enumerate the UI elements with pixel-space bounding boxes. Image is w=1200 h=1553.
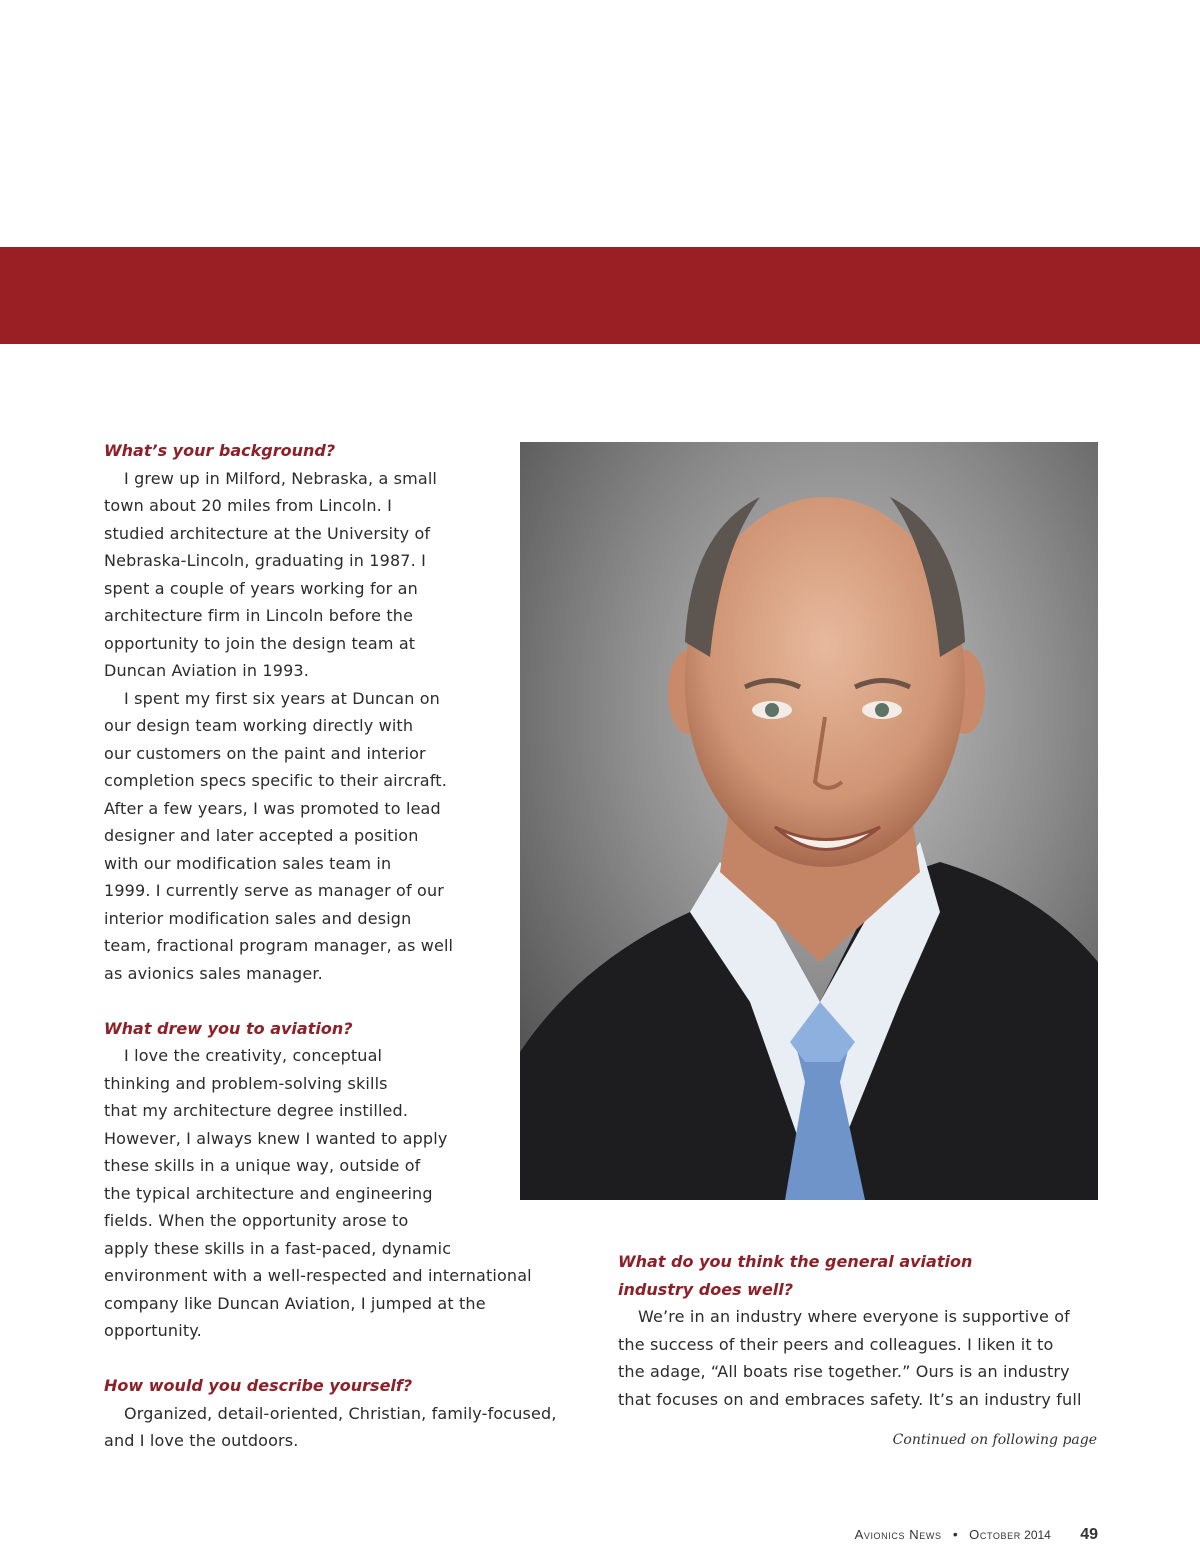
answer-background-p2 <box>104 685 574 988</box>
answer-industry <box>618 1303 1098 1413</box>
text-line: After a few years, I was promoted to lead <box>104 798 441 818</box>
text-line: However, I always knew I wanted to apply <box>104 1128 448 1148</box>
text-line: apply these skills in a fast-paced, dynamic <box>104 1238 452 1258</box>
header-color-band <box>0 247 1200 344</box>
left-column <box>104 437 574 1455</box>
portrait-photo <box>520 442 1098 1200</box>
text-line: environment with a well-respected and international <box>104 1266 532 1285</box>
portrait-illustration <box>520 442 1098 1200</box>
text-line: studied architecture at the University of <box>104 523 431 543</box>
issue-month: October <box>969 1527 1021 1542</box>
text-line: I spent my first six years at Duncan on <box>124 688 440 708</box>
publication-name: Avionics News <box>854 1527 942 1542</box>
text-line: with our modification sales team in <box>104 853 392 873</box>
text-line: the typical architecture and engineering <box>104 1183 433 1203</box>
text-line: designer and later accepted a position <box>104 826 419 845</box>
text-line: our customers on the paint and interior <box>104 743 426 763</box>
question-industry-line-1: What do you think the general aviation <box>618 1252 973 1271</box>
question-aviation: What drew you to aviation? <box>104 1018 353 1038</box>
text-line: team, fractional program manager, as well <box>104 936 454 955</box>
text-line: 1999. I currently serve as manager of our <box>104 881 444 900</box>
text-line: company like Duncan Aviation, I jumped at the <box>104 1293 486 1313</box>
answer-background-p1 <box>104 465 574 685</box>
question-describe: How would you describe yourself? <box>104 1376 413 1395</box>
page-number: 49 <box>1080 1526 1098 1543</box>
text-line: that my architecture degree instilled. <box>104 1101 409 1120</box>
text-line: completion specs specific to their aircraft. <box>104 771 447 790</box>
text-line: interior modification sales and design <box>104 908 412 928</box>
text-line: the adage, “All boats rise together.” Ours is an industry <box>618 1362 1070 1381</box>
text-line: Duncan Aviation in 1993. <box>104 661 309 680</box>
text-line: these skills in a unique way, outside of <box>104 1156 421 1175</box>
text-line: architecture firm in Lincoln before the <box>104 606 414 625</box>
text-line: the success of their peers and colleagues. I liken it to <box>618 1334 1054 1354</box>
answer-describe <box>104 1400 574 1455</box>
right-column <box>618 1248 1098 1413</box>
text-line: I love the creativity, conceptual <box>124 1046 383 1065</box>
text-line: Organized, detail-oriented, Christian, family-focused, <box>124 1403 557 1423</box>
text-line: I grew up in Milford, Nebraska, a small <box>124 468 438 488</box>
text-line: and I love the outdoors. <box>104 1431 299 1450</box>
text-line: our design team working directly with <box>104 716 414 735</box>
text-line: Nebraska-Lincoln, graduating in 1987. I <box>104 551 426 570</box>
question-background: What’s your background? <box>104 441 336 460</box>
text-line: fields. When the opportunity arose to <box>104 1211 409 1230</box>
text-line: spent a couple of years working for an <box>104 578 418 598</box>
footer-separator: • <box>952 1526 958 1542</box>
issue-year: 2014 <box>1024 1528 1051 1542</box>
text-line: opportunity to join the design team at <box>104 633 416 653</box>
continued-note: Continued on following page <box>892 1432 1097 1448</box>
text-line: opportunity. <box>104 1321 202 1340</box>
text-line: that focuses on and embraces safety. It’s an industry full <box>618 1389 1082 1409</box>
answer-aviation <box>104 1042 574 1345</box>
text-line: as avionics sales manager. <box>104 963 323 983</box>
text-line: thinking and problem-solving skills <box>104 1073 388 1093</box>
text-line: town about 20 miles from Lincoln. I <box>104 496 392 515</box>
text-line: We’re in an industry where everyone is supportive of <box>638 1307 1070 1326</box>
question-industry-line-2: industry does well? <box>618 1279 794 1299</box>
page-footer <box>700 1526 1098 1544</box>
